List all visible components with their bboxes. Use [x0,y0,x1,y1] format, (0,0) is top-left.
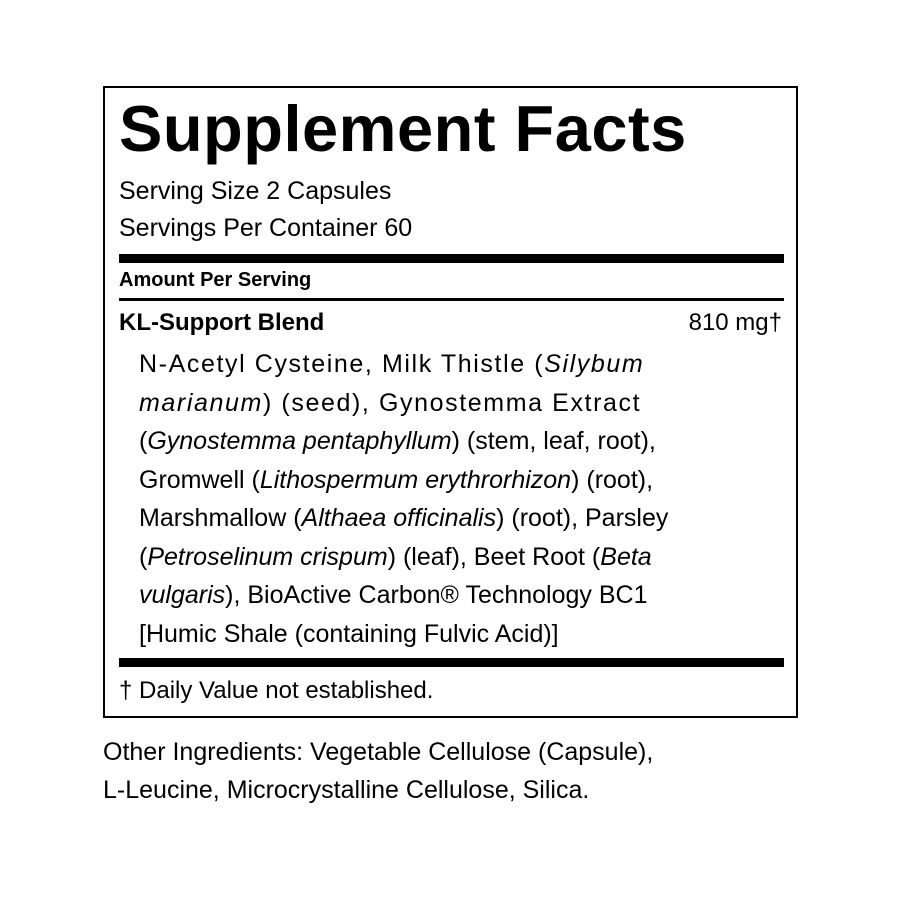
ingredient-line [139,538,789,577]
ingredient-line [139,384,789,423]
ingredient-text: ) (root), [571,465,654,494]
latin-name: Althaea officinalis [301,504,497,532]
ingredient-text: ), BioActive Carbon® Technology BC1 [225,581,648,609]
ingredient-text: Marshmallow ( [139,504,302,532]
ingredient-line [139,576,789,615]
ingredient-line [139,345,789,384]
blend-amount: 810 mg† [688,309,782,336]
thin-divider [119,298,784,301]
ingredient-line [139,461,789,500]
ingredient-text: ) (root), Parsley [496,504,669,532]
ingredient-text: Gromwell ( [139,465,260,494]
other-ingredients-line: Other Ingredients: Vegetable Cellulose (Capsule), [103,738,654,766]
latin-name: marianum [139,388,263,417]
other-ingredients [103,733,653,809]
latin-name: Petroselinum crispum [147,542,388,571]
serving-size: Serving Size 2 Capsules [119,177,392,205]
other-ingredients-line: L-Leucine, Microcrystalline Cellulose, Silica. [103,776,590,804]
ingredient-text: N-Acetyl Cysteine, Milk Thistle ( [139,350,545,378]
thick-divider [119,254,784,263]
footnote: † Daily Value not established. [119,677,434,704]
ingredient-line [139,499,789,538]
page-title: Supplement Facts [119,92,687,165]
ingredient-text: ) (seed), Gynostemma Extract [262,388,642,417]
ingredient-text: [Humic Shale (containing Fulvic Acid)] [139,619,559,648]
thick-divider-bottom [119,658,784,667]
amount-per-serving-heading: Amount Per Serving [119,269,312,291]
latin-name: Gynostemma pentaphyllum [147,427,452,455]
ingredient-text: ) (leaf), Beet Root ( [387,542,601,571]
latin-name: Beta [600,542,652,571]
ingredient-line [139,615,789,654]
latin-name: vulgaris [139,581,226,609]
blend-name: KL-Support Blend [119,309,325,336]
ingredient-text: ) (stem, leaf, root), [451,427,656,455]
ingredient-text: ( [139,542,148,571]
blend-ingredients-list [139,345,789,653]
ingredient-text: ( [139,427,148,455]
latin-name: Silybum [544,350,645,378]
supplement-facts-panel [103,86,798,718]
latin-name: Lithospermum erythrorhizon [259,465,572,494]
servings-per-container: Servings Per Container 60 [119,214,413,242]
ingredient-line [139,422,789,461]
